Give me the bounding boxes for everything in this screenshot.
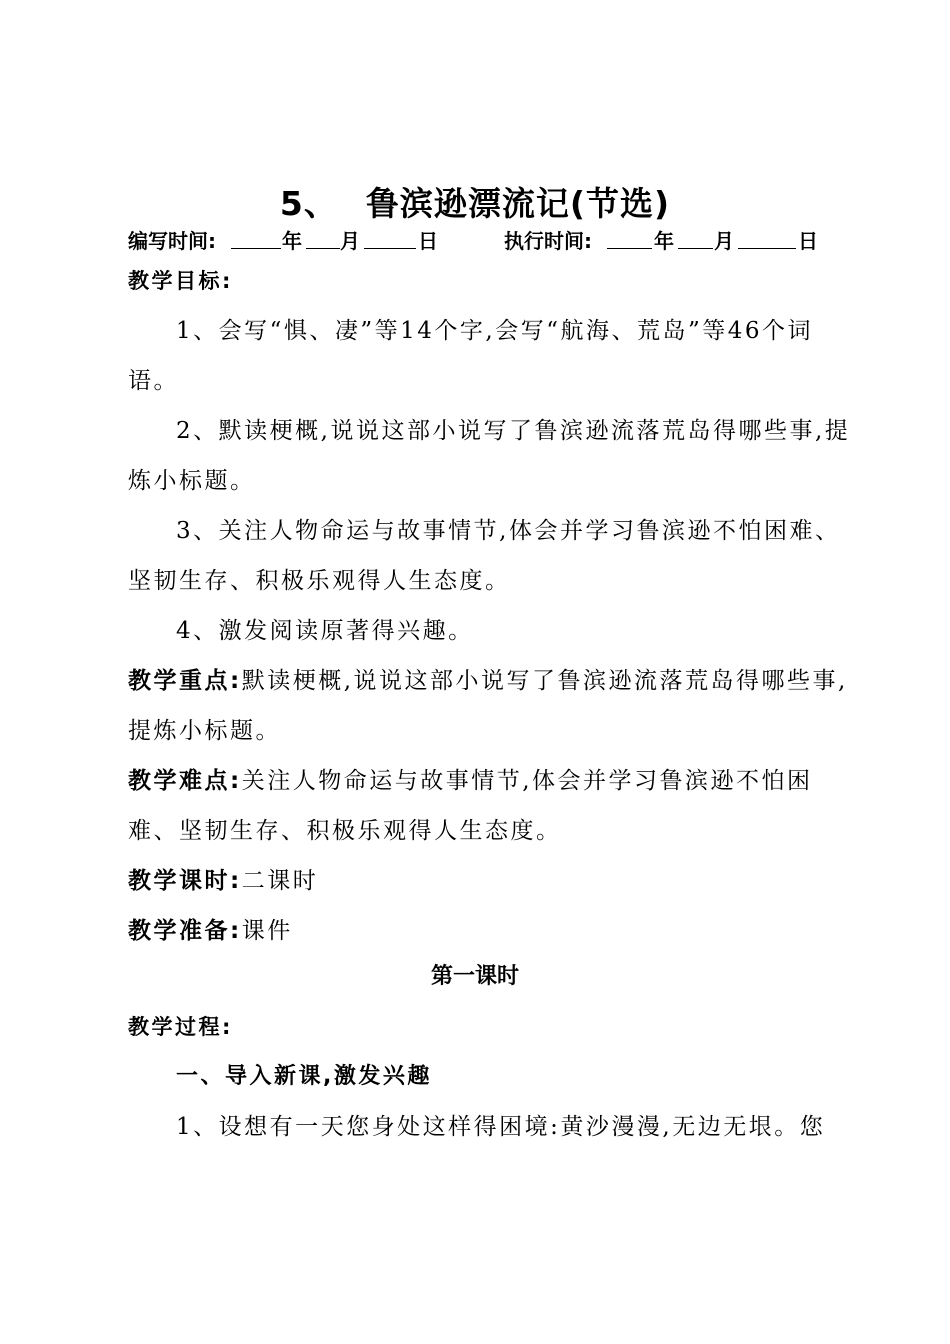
execute-time-label: 执行时间: xyxy=(504,229,592,253)
class-hours-label: 教学课时: xyxy=(128,868,242,894)
objectives-section xyxy=(128,256,853,956)
objectives-heading: 教学目标: xyxy=(128,269,233,293)
first-lesson-heading: 第一课时 xyxy=(430,964,519,989)
execute-day-blank xyxy=(738,228,796,249)
write-year-blank xyxy=(231,228,281,249)
objective-item-3: 3、关注人物命运与故事情节,体会并学习鲁滨逊不怕困难、坚韧生存、积极乐观得人生态度。 xyxy=(128,518,841,594)
lesson-title xyxy=(0,182,950,226)
write-time-label: 编写时间: xyxy=(128,229,216,253)
objective-item-2: 2、默读梗概,说说这部小说写了鲁滨逊流落荒岛得哪些事,提炼小标题。 xyxy=(128,418,851,494)
time-line xyxy=(128,228,848,254)
key-points-label: 教学重点: xyxy=(128,668,242,694)
write-day-label: 日 xyxy=(418,229,438,253)
execute-month-blank xyxy=(678,228,713,249)
write-month-blank xyxy=(306,228,340,249)
write-month-label: 月 xyxy=(340,229,360,253)
write-day-blank xyxy=(364,228,416,249)
execute-year-blank xyxy=(607,228,652,249)
difficult-points-label: 教学难点: xyxy=(128,768,242,794)
objective-item-4: 4、激发阅读原著得兴趣。 xyxy=(176,618,474,644)
preparation-text: 课件 xyxy=(241,918,293,944)
key-points xyxy=(128,656,853,756)
objective-item-1: 1、会写“惧、凄”等14个字,会写“航海、荒岛”等46个词语。 xyxy=(128,318,814,394)
preparation-label: 教学准备: xyxy=(128,918,242,944)
difficult-points-text: 关注人物命运与故事情节,体会并学习鲁滨逊不怕困难、坚韧生存、积极乐观得人生态度。 xyxy=(128,768,813,844)
class-hours xyxy=(128,856,853,906)
execute-year-label: 年 xyxy=(654,229,674,253)
preparation xyxy=(128,906,853,956)
execute-day-label: 日 xyxy=(798,229,818,253)
process-section xyxy=(128,1002,853,1152)
process-section-title: 一、导入新课,激发兴趣 xyxy=(176,1064,432,1089)
write-year-label: 年 xyxy=(282,229,302,253)
process-paragraph-1: 1、设想有一天您身处这样得困境:黄沙漫漫,无边无垠。您 xyxy=(176,1114,826,1140)
process-heading: 教学过程: xyxy=(128,1015,233,1039)
class-hours-text: 二课时 xyxy=(241,868,319,894)
difficult-points xyxy=(128,756,853,856)
lesson-title-text: 鲁滨逊漂流记(节选) xyxy=(365,184,671,223)
lesson-number: 5、 xyxy=(279,184,338,223)
execute-month-label: 月 xyxy=(714,229,734,253)
key-points-text: 默读梗概,说说这部小说写了鲁滨逊流落荒岛得哪些事,提炼小标题。 xyxy=(128,668,848,744)
